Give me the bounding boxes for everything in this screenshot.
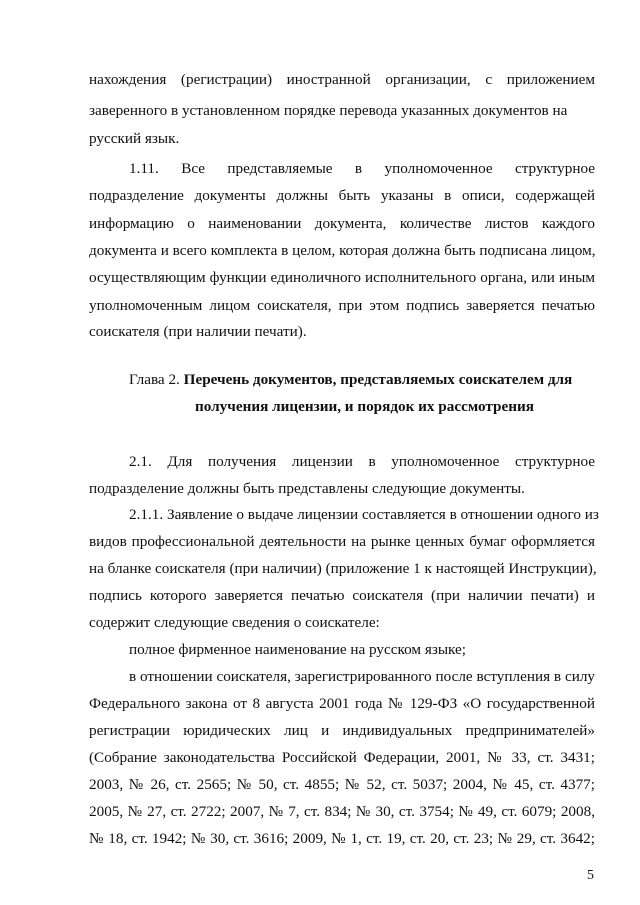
- text-line: осуществляющим функции единоличного исполнительного органа, или иным: [89, 269, 595, 286]
- text-line: регистрации юридических лиц и индивидуальных предпринимателей»: [89, 722, 595, 739]
- text-line: уполномоченным лицом соискателя, при этом подпись заверяется печатью: [89, 297, 595, 314]
- text-line: Федерального закона от 8 августа 2001 года № 129-ФЗ «О государственной: [89, 695, 595, 712]
- text-line: в отношении соискателя, зарегистрированного после вступления в силу: [129, 668, 595, 685]
- text-line: информацию о наименовании документа, количестве листов каждого: [89, 215, 595, 232]
- text-line: № 18, ст. 1942; № 30, ст. 3616; 2009, № 1, ст. 19, ст. 20, ст. 23; № 29, ст. 3642;: [89, 830, 595, 847]
- text-line: 2.1.1. Заявление о выдаче лицензии составляется в отношении одного из: [129, 506, 599, 523]
- chapter-title-line-2: получения лицензии, и порядок их рассмотрения: [195, 398, 534, 415]
- text-line: нахождения (регистрации) иностранной организации, с приложением: [89, 71, 595, 88]
- text-line: подразделение документы должны быть указаны в описи, содержащей: [89, 187, 595, 204]
- text-line: видов профессиональной деятельности на рынке ценных бумаг оформляется: [89, 533, 595, 550]
- text-line: русский язык.: [89, 130, 180, 147]
- page-number: 5: [587, 868, 594, 883]
- chapter-label: Глава 2.: [129, 371, 180, 388]
- text-line: 2005, № 27, ст. 2722; 2007, № 7, ст. 834; № 30, ст. 3754; № 49, ст. 6079; 2008,: [89, 803, 595, 820]
- text-line: документа и всего комплекта в целом, которая должна быть подписана лицом,: [89, 242, 596, 259]
- text-line: соискателя (при наличии печати).: [89, 323, 307, 340]
- text-line: полное фирменное наименование на русском языке;: [129, 641, 466, 658]
- text-line: заверенного в установленном порядке перевода указанных документов на: [89, 102, 568, 119]
- text-line: содержит следующие сведения о соискателе:: [89, 614, 380, 631]
- text-line: подразделение должны быть представлены следующие документы.: [89, 480, 525, 497]
- text-line: на бланке соискателя (при наличии) (приложение 1 к настоящей Инструкции),: [89, 560, 597, 577]
- text-line: 2003, № 26, ст. 2565; № 50, ст. 4855; № 52, ст. 5037; 2004, № 45, ст. 4377;: [89, 776, 595, 793]
- text-line: подпись которого заверяется печатью соискателя (при наличии печати) и: [89, 587, 595, 604]
- text-line: (Собрание законодательства Российской Федерации, 2001, № 33, ст. 3431;: [89, 749, 595, 766]
- text-line: 2.1. Для получения лицензии в уполномоченное структурное: [129, 453, 595, 470]
- text-line: 1.11. Все представляемые в уполномоченное структурное: [129, 160, 595, 177]
- chapter-title-line-1: Перечень документов, представляемых соискателем для: [183, 371, 573, 388]
